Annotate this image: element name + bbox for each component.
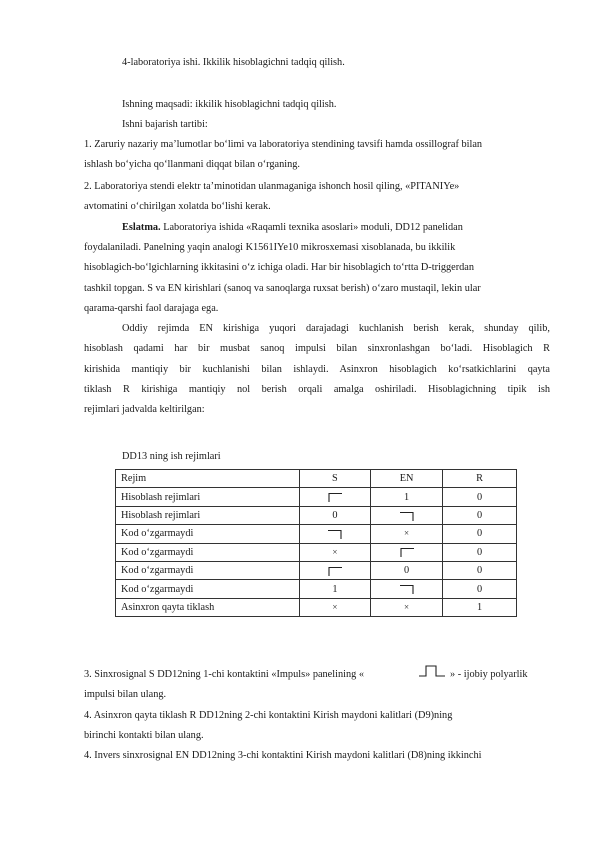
header-en: EN <box>371 470 443 488</box>
step1-line1: 1. Zaruriy nazariy ma’lumotlar bo‘limi va laboratoriya stendining tavsifi hamda ossillograf bilan <box>84 139 483 150</box>
step3-line2: impulsi bilan ulang. <box>84 689 167 700</box>
cell-s: 1 <box>299 580 370 598</box>
header-rejim: Rejim <box>116 470 300 488</box>
step4-line1: 4. Asinxron qayta tiklash R DD12ning 2-chi kontaktini Kirish maydoni kalitlari (D9)ning <box>84 710 453 721</box>
cell-rejim: Kod o‘zgarmaydi <box>116 580 300 598</box>
cell-rejim: Kod o‘zgarmaydi <box>116 525 300 543</box>
cell-r: 0 <box>443 525 517 543</box>
order-heading: Ishni bajarish tartibi: <box>122 119 208 130</box>
table-row <box>116 561 517 579</box>
note-line2: foydalaniladi. Panelning yaqin analogi K1561IYe10 mikrosxemasi xisoblanada, bu ikkilik <box>84 242 456 253</box>
rise-icon <box>399 547 415 557</box>
rise-icon <box>327 492 343 502</box>
fall-icon <box>399 584 415 594</box>
note-line3: hisoblagich-bo‘lgichlarning ikkitasini o‘z ichiga oladi. Har bir hisoblagich to‘rtta D-triggerdan <box>84 262 475 273</box>
cell-en: × <box>371 598 443 616</box>
cell-en: × <box>371 525 443 543</box>
table-row <box>116 525 517 543</box>
para-line3: kirishida mantiqiy bir kuchlanishi bilan ishlaydi. Asinxron hisoblagich ko‘rsatkichlarini qayta <box>84 364 550 375</box>
table-row <box>116 488 517 506</box>
para-line1: Oddiy rejimda EN kirishiga yuqori darajadagi kuchlanish berish kerak, shunday qilib, <box>122 323 550 334</box>
table-caption: DD13 ning ish rejimlari <box>122 451 221 462</box>
note-text: Laboratoriya ishida «Raqamli texnika asoslari» moduli, DD12 panelidan <box>160 222 463 233</box>
note-line1 <box>122 221 463 234</box>
step2-line1: 2. Laboratoriya stendi elektr ta’minotidan ulanmaganiga ishonch hosil qiling, «PITANIYe» <box>84 181 460 192</box>
cell-en <box>371 543 443 561</box>
cell-r: 0 <box>443 488 517 506</box>
note-label: Eslatma. <box>122 222 161 233</box>
fall-icon <box>327 529 343 539</box>
cell-rejim: Asinxron qayta tiklash <box>116 598 300 616</box>
cell-s: × <box>299 598 370 616</box>
table-header-row <box>116 470 517 488</box>
purpose-line: Ishning maqsadi: ikkilik hisoblagichni tadqiq qilish. <box>122 99 337 110</box>
cell-rejim: Kod o‘zgarmaydi <box>116 561 300 579</box>
cell-rejim: Hisoblash rejimlari <box>116 488 300 506</box>
table-row <box>116 506 517 524</box>
cell-rejim: Kod o‘zgarmaydi <box>116 543 300 561</box>
table-row <box>116 598 517 616</box>
cell-en <box>371 506 443 524</box>
cell-s: 0 <box>299 506 370 524</box>
para-line4: tiklash R kirishiga mantiqiy nol berish orqali amalga oshiriladi. Hisoblagichning tipik ish <box>84 384 550 395</box>
cell-r: 0 <box>443 543 517 561</box>
step4b-line1: 4. Invers sinxrosignal EN DD12ning 3-chi kontaktini Kirish maydoni kalitlari (D8)ning ikkinchi <box>84 750 482 761</box>
step3-line1-post: » - ijobiy polyarlik <box>450 669 528 680</box>
cell-r: 0 <box>443 580 517 598</box>
fall-icon <box>399 511 415 521</box>
note-line4: tashkil topgan. S va EN kirishlari (sanoq va sanoqlarga ruxsat berish) o‘zaro mustaqil, lekin ular <box>84 283 481 294</box>
table-row <box>116 580 517 598</box>
step4-line2: birinchi kontakti bilan ulang. <box>84 730 204 741</box>
cell-s <box>299 525 370 543</box>
header-s: S <box>299 470 370 488</box>
cell-r: 0 <box>443 506 517 524</box>
cell-r: 0 <box>443 561 517 579</box>
rise-icon <box>327 566 343 576</box>
lab-title: 4-laboratoriya ishi. Ikkilik hisoblagichni tadqiq qilish. <box>122 57 345 68</box>
para-line2: hisoblash qadami har bir musbat sanoq impulsi bilan sinxronlashgan bo‘ladi. Hisoblagich R <box>84 343 550 354</box>
note-line5: qarama-qarshi faol darajaga ega. <box>84 303 219 314</box>
step2-line2: avtomatini o‘chirilgan xolatda bo‘lishi kerak. <box>84 201 271 212</box>
cell-rejim: Hisoblash rejimlari <box>116 506 300 524</box>
impulse-icon <box>418 664 446 678</box>
table-row <box>116 543 517 561</box>
cell-s: × <box>299 543 370 561</box>
para-line5: rejimlari jadvalda keltirilgan: <box>84 404 205 415</box>
cell-s <box>299 488 370 506</box>
step3-line1-pre: 3. Sinxrosignal S DD12ning 1-chi kontaktini «Impuls» panelining « <box>84 669 365 680</box>
cell-r: 1 <box>443 598 517 616</box>
step1-line2: ishlash bo‘yicha qo‘llanmani diqqat bilan o‘rganing. <box>84 159 300 170</box>
cell-en: 0 <box>371 561 443 579</box>
modes-table <box>115 469 517 617</box>
header-r: R <box>443 470 517 488</box>
cell-en <box>371 580 443 598</box>
cell-s <box>299 561 370 579</box>
cell-en: 1 <box>371 488 443 506</box>
